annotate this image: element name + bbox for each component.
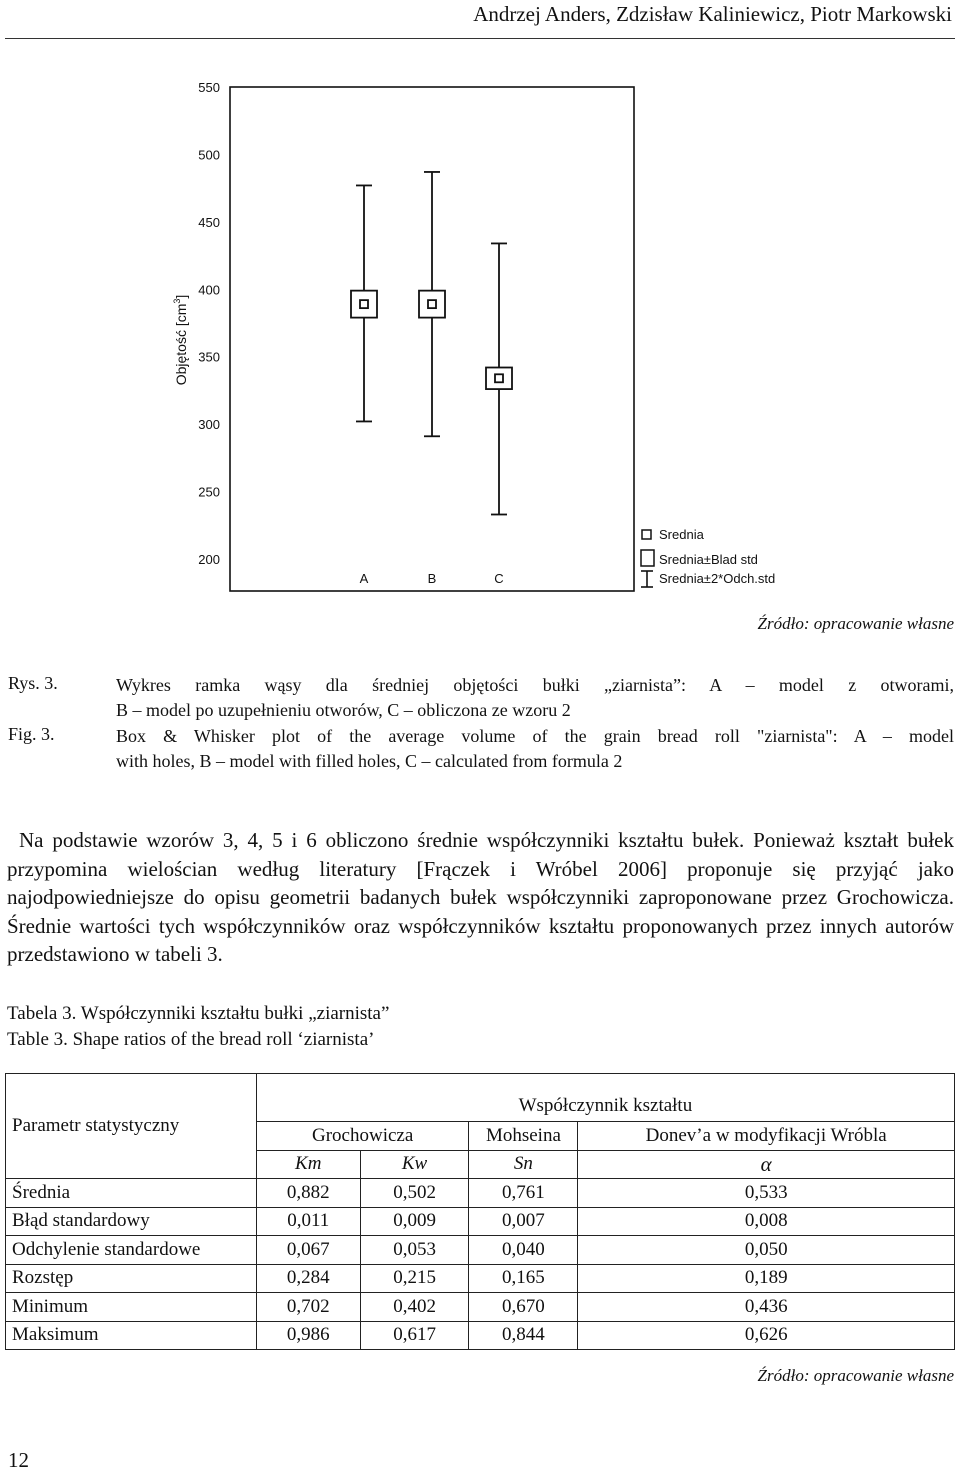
y-axis-label xyxy=(172,295,189,386)
group-header: Współczynnik kształtu xyxy=(256,1074,954,1122)
symbol-km: Km xyxy=(256,1150,360,1179)
table-caption-en: Table 3. Shape ratios of the bread roll ‘ziarnista’ xyxy=(7,1029,375,1050)
legend-sd-label: Srednia±2*Odch.std xyxy=(659,571,776,586)
table-row xyxy=(6,1179,955,1208)
table-source: Źródło: opracowanie własne xyxy=(757,1366,954,1385)
x-tick-label: C xyxy=(494,571,504,586)
row-label: Średnia xyxy=(6,1179,257,1208)
mean-marker xyxy=(360,300,368,308)
legend-se-label: Srednia±Blad std xyxy=(659,552,758,567)
cell-sn: 0,844 xyxy=(469,1321,578,1350)
caption-en-key: Fig. 3. xyxy=(8,724,55,744)
cell-alpha: 0,533 xyxy=(578,1179,955,1208)
col-header-mohseina: Mohseina xyxy=(469,1122,578,1151)
x-tick-label: A xyxy=(359,571,369,586)
table-row xyxy=(6,1207,955,1236)
cell-km: 0,882 xyxy=(256,1179,360,1208)
y-tick-label: 550 xyxy=(198,80,220,95)
cell-sn: 0,761 xyxy=(469,1179,578,1208)
table-row xyxy=(6,1264,955,1293)
table-row xyxy=(6,1293,955,1322)
shape-ratio-table xyxy=(5,1073,955,1350)
page-number: 12 xyxy=(8,1448,29,1472)
legend-mean-marker xyxy=(642,530,651,539)
cell-km: 0,284 xyxy=(256,1264,360,1293)
row-label: Maksimum xyxy=(6,1321,257,1350)
box-whisker-chart xyxy=(0,60,960,600)
mean-marker xyxy=(428,300,436,308)
cell-kw: 0,053 xyxy=(360,1236,469,1265)
y-tick-label: 350 xyxy=(198,349,220,365)
header-rule xyxy=(5,38,955,39)
running-header: Andrzej Anders, Zdzisław Kaliniewicz, Piotr Markowski xyxy=(473,2,952,26)
table-row xyxy=(6,1236,955,1265)
cell-kw: 0,617 xyxy=(360,1321,469,1350)
cell-sn: 0,007 xyxy=(469,1207,578,1236)
cell-km: 0,067 xyxy=(256,1236,360,1265)
x-tick-label: B xyxy=(427,571,437,586)
cell-alpha: 0,436 xyxy=(578,1293,955,1322)
cell-sn: 0,040 xyxy=(469,1236,578,1265)
cell-km: 0,011 xyxy=(256,1207,360,1236)
y-tick-label: 300 xyxy=(198,417,220,433)
table-row xyxy=(6,1321,955,1350)
figure-source: Źródło: opracowanie własne xyxy=(757,614,954,633)
cell-kw: 0,215 xyxy=(360,1264,469,1293)
y-tick-label: 200 xyxy=(198,552,220,567)
cell-alpha: 0,008 xyxy=(578,1207,955,1236)
legend-se-marker xyxy=(641,550,654,566)
x-axis-ticks xyxy=(360,571,504,586)
legend xyxy=(641,527,775,587)
cell-kw: 0,402 xyxy=(360,1293,469,1322)
param-header: Parametr statystyczny xyxy=(6,1074,257,1179)
y-tick-label: 400 xyxy=(198,282,220,298)
y-axis-label-sup: 3 xyxy=(172,298,182,304)
row-label: Błąd standardowy xyxy=(6,1207,257,1236)
symbol-alpha: α xyxy=(578,1150,955,1179)
caption-pl-key: Rys. 3. xyxy=(8,673,58,693)
cell-km: 0,986 xyxy=(256,1321,360,1350)
cell-alpha: 0,626 xyxy=(578,1321,955,1350)
col-header-grochowicza: Grochowicza xyxy=(256,1122,469,1151)
symbol-kw: Kw xyxy=(360,1150,469,1179)
y-tick-label: 500 xyxy=(198,147,220,163)
y-axis-label-end: ] xyxy=(173,294,189,299)
box-c xyxy=(486,243,512,514)
cell-km: 0,702 xyxy=(256,1293,360,1322)
row-label: Rozstęp xyxy=(6,1264,257,1293)
col-header-donev: Donev’a w modyfikacji Wróbla xyxy=(578,1122,955,1151)
body-paragraph-text: Na podstawie wzorów 3, 4, 5 i 6 obliczono średnie współczynniki kształtu bułek. Ponieważ kształt bułek przypomina wielościan według literatury [Frączek i Wróbel 2006] proponuje się przyjąć jako najodpowiedniejsze do opisu geometrii badanych bułek współczynniki zaproponowane przez Grochowicza. Średnie wartości tych współczynników oraz współczynników kształtu proponowanych przez innych autorów przedstawiono w tabeli 3. xyxy=(7,828,954,967)
cell-alpha: 0,050 xyxy=(578,1236,955,1265)
cell-kw: 0,009 xyxy=(360,1207,469,1236)
box-a xyxy=(351,185,377,421)
row-label: Minimum xyxy=(6,1293,257,1322)
y-tick-label: 250 xyxy=(198,484,220,500)
y-tick-label: 450 xyxy=(198,214,220,230)
y-axis-ticks xyxy=(198,80,220,567)
caption-en-line2: with holes, B – model with filled holes, C – calculated from formula 2 xyxy=(116,751,623,771)
symbol-sn: Sn xyxy=(469,1150,578,1179)
cell-sn: 0,165 xyxy=(469,1264,578,1293)
y-axis-label-text: Objętość [cm xyxy=(173,303,189,386)
box-b xyxy=(419,172,445,436)
caption-pl-line1: Wykres ramka wąsy dla średniej objętości bułki „ziarnista”: A – model z otworami, xyxy=(116,675,954,695)
cell-sn: 0,670 xyxy=(469,1293,578,1322)
mean-marker xyxy=(495,374,503,382)
box-series xyxy=(351,172,512,515)
cell-alpha: 0,189 xyxy=(578,1264,955,1293)
legend-mean-label: Srednia xyxy=(659,527,704,542)
table-body xyxy=(6,1179,955,1350)
table-caption-pl: Tabela 3. Współczynniki kształtu bułki „ziarnista” xyxy=(7,1003,390,1024)
caption-en-line1: Box & Whisker plot of the average volume of the grain bread roll "ziarnista": A – model xyxy=(116,726,954,746)
legend-sd-marker xyxy=(641,571,653,587)
cell-kw: 0,502 xyxy=(360,1179,469,1208)
caption-pl-line2: B – model po uzupełnieniu otworów, C – obliczona ze wzoru 2 xyxy=(116,700,571,720)
row-label: Odchylenie standardowe xyxy=(6,1236,257,1265)
body-paragraph xyxy=(7,826,954,969)
